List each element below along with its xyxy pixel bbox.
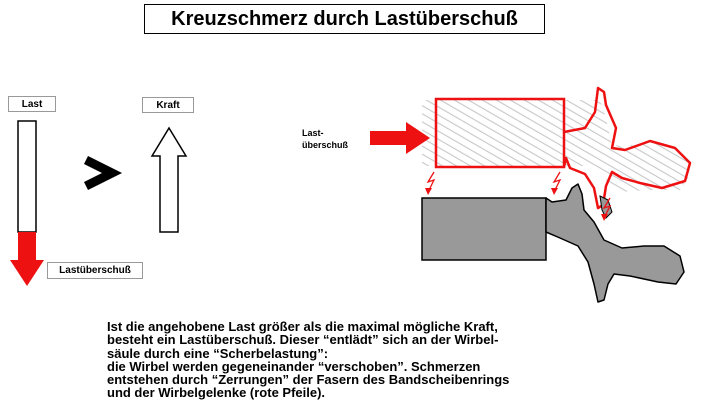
force-arrow [152,128,186,232]
overflow-down-arrow [10,260,44,286]
paragraph-line: die Wirbel werden gegeneinander “verschoben”. Schmerzen [107,358,481,374]
explanation-paragraph [107,320,667,400]
side-arrow-label-line2: überschuß [302,140,349,150]
paragraph-line: Ist die angehobene Last größer als die maximal mögliche Kraft, [107,319,498,334]
side-arrow-label [302,127,362,151]
load-overflow-fill [18,232,36,260]
label-last: Last [8,96,56,112]
page-title: Kreuzschmerz durch Lastüberschuß [144,4,545,34]
paragraph-line: und der Wirbelgelenke (rote Pfeile). [107,385,326,401]
label-lastueberschuss: Lastüberschuß [47,262,143,279]
strain-arrow-middle [551,172,560,195]
load-bar [18,121,36,232]
lower-vertebra-arch [546,184,684,302]
strain-arrow-left [425,172,434,195]
paragraph-line: besteht ein Lastüberschuß. Dieser “entlädt” sich an der Wirbel- [107,332,499,348]
side-push-arrow-shaft [370,131,408,145]
greater-than-symbol [86,160,112,186]
paragraph-line: säule durch eine “Scherbelastung”: [107,345,329,361]
label-kraft: Kraft [142,97,194,113]
paragraph-line: entstehen durch “Zerrungen” der Fasern des Bandscheibenrings [107,372,510,388]
side-arrow-label-line1: Last- [302,128,324,138]
lower-vertebra-body [422,198,546,260]
